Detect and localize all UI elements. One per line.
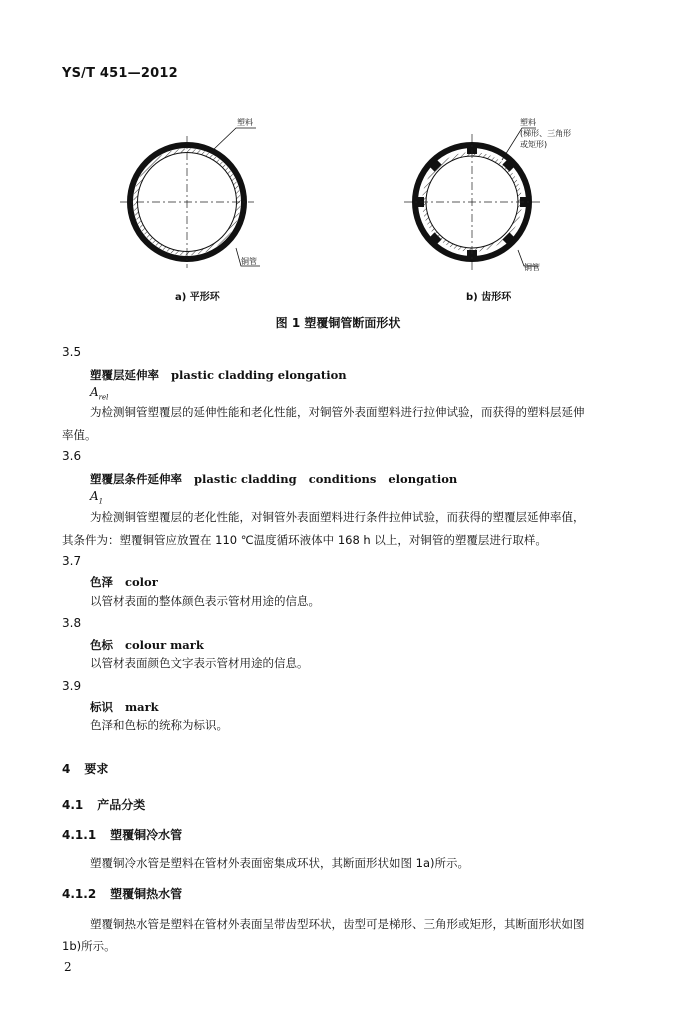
section-number: 3.9 — [62, 679, 82, 693]
paragraph-line: 其条件为：塑覆铜管应放置在 110 ℃温度循环液体中 168 h 以上，对铜管的塑覆层进行取样。 — [62, 533, 547, 547]
section-heading: 4.1 产品分类 — [62, 798, 146, 812]
paragraph-line: 色泽和色标的统称为标识。 — [90, 718, 228, 732]
term-en: mark — [125, 700, 159, 714]
section-heading: 4.1.2 塑覆铜热水管 — [62, 887, 183, 901]
term-en: colour mark — [125, 638, 204, 652]
term-cn: 色泽 — [90, 575, 113, 589]
figure-caption: 图 1 塑覆铜管断面形状 — [275, 316, 401, 330]
page-number: 2 — [64, 960, 72, 974]
term-en: color — [125, 575, 158, 589]
sublabel-flat-ring: a) 平形环 — [175, 292, 220, 303]
section-number: 3.7 — [62, 554, 82, 568]
paragraph-line: 以管材表面的整体颜色表示管材用途的信息。 — [90, 594, 320, 608]
standard-code-header: YS/T 451—2012 — [62, 66, 178, 81]
term-heading — [90, 367, 347, 383]
figure-flat-ring — [110, 110, 290, 280]
term-heading — [90, 471, 457, 487]
term-symbol: $A_1$ — [90, 489, 104, 506]
section-number: 3.6 — [62, 449, 82, 463]
paragraph-line: 塑覆铜热水管是塑料在管材外表面呈带齿型环状，齿型可是梯形、三角形或矩形，其断面形状如图 — [90, 917, 585, 931]
section-heading: 4 要求 — [62, 762, 109, 776]
callout-copper-b: 铜管 — [524, 263, 540, 272]
callout-plastic-a: 塑料 — [237, 118, 253, 127]
term-cn: 标识 — [90, 700, 113, 714]
term-cn: 塑覆层延伸率 — [90, 368, 159, 382]
term-cn: 色标 — [90, 638, 113, 652]
term-heading — [90, 699, 159, 715]
term-heading — [90, 637, 204, 653]
section-number: 3.5 — [62, 345, 82, 359]
term-en: plastic cladding conditions elongation — [194, 472, 458, 486]
term-en: plastic cladding elongation — [171, 368, 347, 382]
paragraph-line: 塑覆铜冷水管是塑料在管材外表面密集成环状，其断面形状如图 1a)所示。 — [90, 856, 470, 870]
section-heading: 4.1.1 塑覆铜冷水管 — [62, 828, 183, 842]
toothed-ring-drawing — [404, 134, 540, 270]
flat-ring-drawing — [120, 128, 260, 268]
sublabel-toothed-ring: b) 齿形环 — [466, 292, 512, 303]
section-number: 3.8 — [62, 616, 82, 630]
paragraph-line: 1b)所示。 — [62, 939, 116, 953]
term-heading — [90, 574, 158, 590]
paragraph-line: 为检测铜管塑覆层的老化性能，对铜管外表面塑料进行条件拉伸试验，而获得的塑覆层延伸率值， — [90, 510, 585, 524]
paragraph-line: 为检测铜管塑覆层的延伸性能和老化性能，对铜管外表面塑料进行拉伸试验，而获得的塑料层延伸 — [90, 405, 585, 419]
paragraph-line: 率值。 — [62, 428, 97, 442]
paragraph-line: 以管材表面颜色文字表示管材用途的信息。 — [90, 656, 309, 670]
term-symbol: $A_{rel}$ — [90, 385, 109, 402]
callout-copper-a: 铜管 — [241, 257, 257, 266]
term-cn: 塑覆层条件延伸率 — [90, 472, 182, 486]
callout-plastic-b: 塑料 (梯形、三角形 或矩形) — [520, 118, 572, 149]
